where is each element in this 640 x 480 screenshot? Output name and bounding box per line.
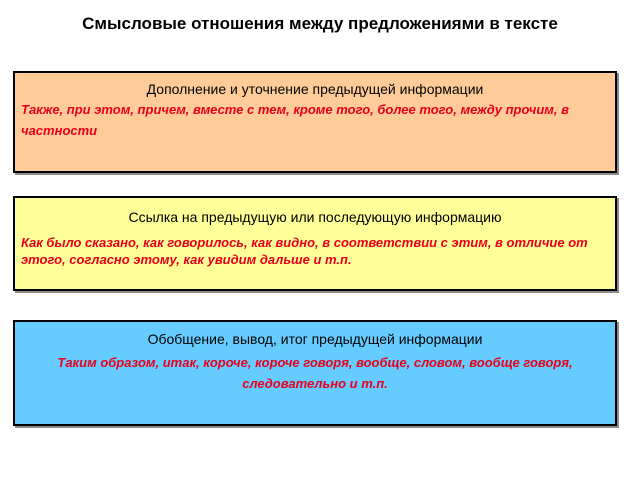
box-heading: Обобщение, вывод, итог предыдущей информации: [147, 331, 483, 347]
box-heading: Ссылка на предыдущую или последующую информацию: [128, 209, 502, 225]
addition-clarification-box: [13, 71, 617, 173]
page-title: Смысловые отношения между предложениями в тексте: [82, 14, 558, 33]
box-heading: Дополнение и уточнение предыдущей информации: [146, 81, 484, 97]
box-examples: Таким образом, итак, короче, короче говоря, вообще, словом, вообще говоря, следовательно и т.п.: [57, 355, 573, 391]
reference-box: [13, 196, 617, 291]
box-examples: Как было сказано, как говорилось, как видно, в соответствии с этим, в отличие от этого, согласно этому, как увидим дальше и т.п.: [21, 235, 588, 267]
generalization-box: [13, 320, 617, 426]
box-examples: Также, при этом, причем, вместе с тем, кроме того, более того, между прочим, в частности: [21, 102, 569, 138]
